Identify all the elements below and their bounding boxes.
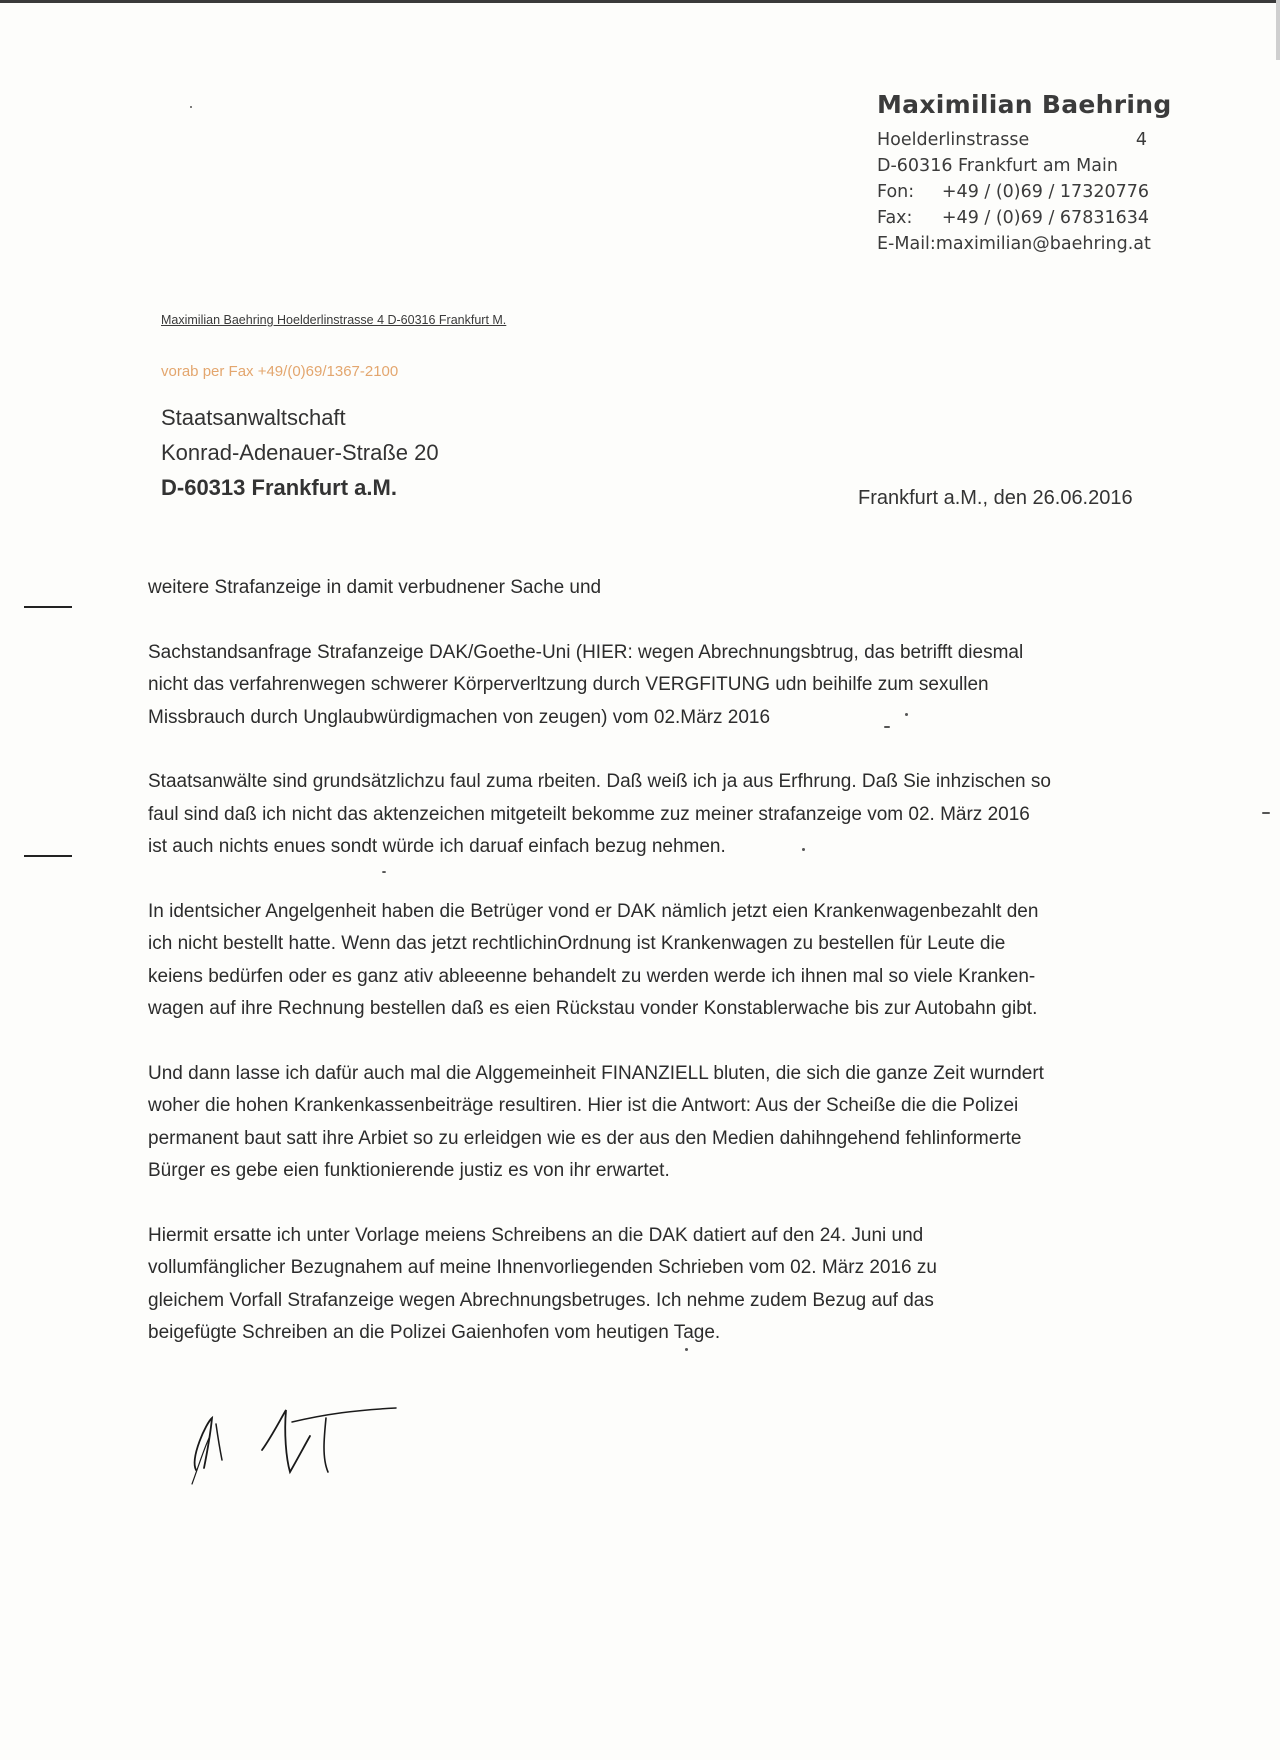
recipient-address [161, 400, 439, 505]
paragraph-line: ich nicht bestellt hatte. Wenn das jetzt rechtlichinOrdnung ist Krankenwagen zu bestellen für Leute die [148, 933, 1006, 954]
paragraph-1 [148, 637, 1148, 735]
paragraph-5 [148, 1220, 1148, 1350]
recipient-line-3: D-60313 Frankfurt a.M. [161, 475, 397, 500]
letterhead-name: Maximilian Baehring [877, 90, 1172, 119]
scan-speck [905, 713, 908, 716]
fold-mark-upper [24, 606, 72, 608]
letterhead-fon-value: +49 / (0)69 / 17320776 [941, 182, 1149, 202]
paragraph-line: Missbrauch durch Unglaubwürdigmachen von zeugen) vom 02.März 2016 [148, 706, 771, 728]
handwritten-signature [176, 1388, 436, 1498]
letterhead-email-row [877, 231, 1149, 257]
paragraph-line: Hiermit ersatte ich unter Vorlage meiens Schreibens an die DAK datiert auf den 24. Juni und [148, 1224, 924, 1246]
sender-return-line: Maximilian Baehring Hoelderlinstrasse 4 D-60316 Frankfurt M. [161, 313, 507, 327]
letterhead-fon-label: Fon: [877, 182, 915, 202]
paragraph-line: keiens bedürfen oder es ganz ativ ableeenne behandelt zu werden werde ich ihnen mal so viele Kranken- [148, 965, 1036, 987]
paragraph-line: woher die hohen Krankenkassenbeiträge resultiren. Hier ist die Antwort: Aus der Scheiße die die Polizei [148, 1095, 1019, 1116]
fax-note: vorab per Fax +49/(0)69/1367-2100 [161, 363, 399, 380]
date-line: Frankfurt a.M., den 26.06.2016 [858, 487, 1133, 509]
scan-right-edge [1276, 0, 1280, 60]
letterhead-fax-row [877, 205, 1149, 231]
subject-line: weitere Strafanzeige in damit verbudnener Sache und [148, 577, 602, 598]
letterhead-house-number: 4 [1135, 130, 1147, 150]
scan-speck [884, 726, 890, 728]
paragraph-line: vollumfänglicher Bezugnahem auf meine Ihnenvorliegenden Schrieben vom 02. März 2016 zu [148, 1257, 937, 1278]
paragraph-line: In identsicher Angelgenheit haben die Betrüger vond er DAK nämlich jetzt eien Krankenwagenbezahlt den [148, 900, 1039, 922]
letterhead-fax-value: +49 / (0)69 / 67831634 [941, 208, 1149, 228]
fold-mark-lower [24, 855, 72, 857]
scan-speck [190, 106, 192, 108]
scan-top-edge [0, 0, 1280, 3]
paragraph-line: gleichem Vorfall Strafanzeige wegen Abrechnungsbetruges. Ich nehme zudem Bezug auf das [148, 1289, 934, 1311]
scan-speck [685, 1348, 688, 1351]
paragraph-line: Und dann lasse ich dafür auch mal die Alggemeinheit FINANZIELL bluten, die sich die ganze Zeit wurndert [148, 1062, 1044, 1084]
paragraph-line: faul sind daß ich nicht das aktenzeichen mitgeteilt bekomme zuz meiner strafanzeige vom 02. März 2016 [148, 803, 1030, 825]
paragraph-line: Sachstandsanfrage Strafanzeige DAK/Goethe-Uni (HIER: wegen Abrechnungsbtrug, das betrifft diesmal [148, 641, 1024, 663]
recipient-line-2: Konrad-Adenauer-Straße 20 [161, 440, 439, 465]
paragraph-4 [148, 1058, 1148, 1188]
paragraph-line: wagen auf ihre Rechnung bestellen daß es eien Rückstau vonder Konstablerwache bis zur Autobahn gibt. [148, 998, 1038, 1019]
paragraph-line: Staatsanwälte sind grundsätzlichzu faul zuma rbeiten. Daß weiß ich ja aus Erfhrung. Daß Sie inhzischen so [148, 771, 1051, 792]
letter-body [148, 572, 1148, 1382]
paragraph-line: ist auch nichts enues sondt würde ich daruaf einfach bezug nehmen. [148, 836, 726, 857]
letterhead-city-row [877, 153, 1149, 179]
paragraph-line: permanent baut satt ihre Arbiet so zu erleidgen wie es der aus den Medien dahihngehend fehlinformerte [148, 1127, 1022, 1149]
letterhead-fax-label: Fax: [877, 208, 913, 228]
scan-speck [802, 848, 805, 851]
paragraph-line: nicht das verfahrenwegen schwerer Körperverltzung durch VERGFITUNG udn beihilfe zum sexullen [148, 674, 989, 695]
letterhead [877, 90, 1172, 257]
letterhead-street-row [877, 127, 1149, 153]
letterhead-email-value: maximilian@baehring.at [935, 234, 1151, 254]
letterhead-city: D-60316 Frankfurt am Main [877, 156, 1118, 176]
letterhead-street: Hoelderlinstrasse [877, 130, 1030, 150]
letterhead-email-label: E-Mail: [877, 234, 936, 254]
paragraph-line: Bürger es gebe eien funktionierende justiz es von ihr erwartet. [148, 1160, 670, 1181]
paragraph-2 [148, 766, 1148, 864]
scan-speck [1262, 812, 1270, 814]
paragraph-line: beigefügte Schreiben an die Polizei Gaienhofen vom heutigen Tage. [148, 1322, 721, 1343]
paragraph-3 [148, 896, 1148, 1026]
recipient-line-1: Staatsanwaltschaft [161, 405, 346, 430]
scan-speck [382, 871, 386, 873]
letterhead-fon-row [877, 179, 1149, 205]
